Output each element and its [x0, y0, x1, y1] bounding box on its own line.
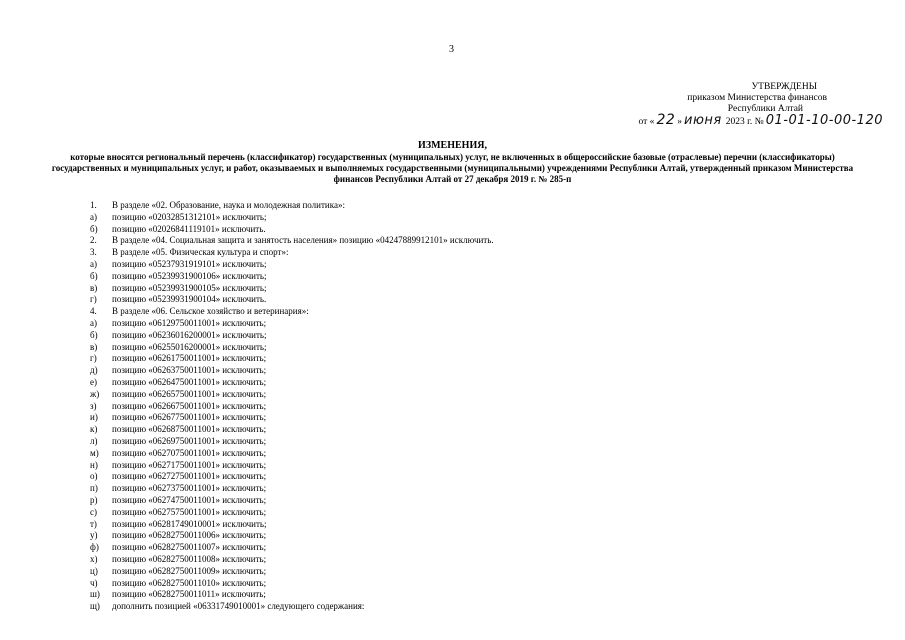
list-item — [90, 306, 494, 318]
list-item-marker: 4. — [90, 306, 97, 317]
list-item-text: позицию «06282750011010» исключить; — [112, 577, 267, 588]
approval-line-ministry: приказом Министерства финансов — [687, 93, 827, 103]
list-item-text: В разделе «05. Физическая культура и спорт»: — [112, 247, 289, 258]
list-item — [90, 483, 494, 495]
list-item-marker: ц) — [90, 565, 98, 576]
list-item-text: позицию «06236016200001» исключить; — [112, 329, 267, 340]
list-item — [90, 412, 494, 424]
list-item-marker: к) — [90, 424, 98, 435]
date-close-quote: » — [677, 117, 683, 127]
list-item-marker: п) — [90, 483, 98, 494]
list-item-marker: л) — [90, 435, 98, 446]
list-item-text: позицию «05239931900104» исключить. — [112, 294, 267, 305]
list-item — [90, 471, 494, 483]
list-item — [90, 578, 494, 590]
list-item-text: позицию «06269750011001» исключить; — [112, 435, 267, 446]
handwritten-month: июня — [684, 113, 722, 128]
list-item — [90, 519, 494, 531]
list-item-text: дополнить позицией «06331749010001» следующего содержания: — [112, 601, 365, 612]
list-item-marker: с) — [90, 506, 97, 517]
list-item — [90, 589, 494, 601]
list-item — [90, 542, 494, 554]
approval-line-republic: Республики Алтай — [727, 104, 803, 114]
list-item-marker: т) — [90, 518, 97, 529]
list-item — [90, 342, 494, 354]
list-item — [90, 566, 494, 578]
list-item-text: позицию «06261750011001» исключить; — [112, 353, 267, 364]
list-item-marker: б) — [90, 223, 98, 234]
list-item-text: позицию «05239931900105» исключить; — [112, 282, 267, 293]
list-item — [90, 507, 494, 519]
list-item-text: позицию «06275750011001» исключить; — [112, 506, 267, 517]
list-item — [90, 460, 494, 472]
list-item-text: позицию «06282750011009» исключить; — [112, 565, 267, 576]
list-item-marker: 3. — [90, 247, 97, 258]
list-item — [90, 601, 494, 613]
document-title: ИЗМЕНЕНИЯ, — [418, 140, 487, 151]
list-item — [90, 353, 494, 365]
list-item — [90, 271, 494, 283]
approval-title: УТВЕРЖДЕНЫ — [751, 82, 817, 92]
list-item-marker: г) — [90, 353, 97, 364]
list-item — [90, 318, 494, 330]
list-item-text: позицию «06273750011001» исключить; — [112, 483, 267, 494]
list-item-marker: в) — [90, 341, 98, 352]
list-item-marker: и) — [90, 412, 98, 423]
list-item-text: В разделе «04. Социальная защита и занятость населения» позицию «04247889912101» исключить. — [112, 235, 494, 246]
list-item — [90, 377, 494, 389]
list-item-text: позицию «06266750011001» исключить; — [112, 400, 267, 411]
list-item — [90, 401, 494, 413]
list-item — [90, 200, 494, 212]
list-item-marker: д) — [90, 365, 98, 376]
list-item-text: позицию «06267750011001» исключить; — [112, 412, 267, 423]
list-item-text: позицию «06264750011001» исключить; — [112, 376, 267, 387]
list-item-marker: 1. — [90, 200, 97, 210]
list-item-marker: в) — [90, 282, 98, 293]
list-item-marker: ш) — [90, 589, 100, 600]
list-item-marker: н) — [90, 459, 98, 470]
list-item-text: позицию «06282750011006» исключить; — [112, 530, 267, 541]
list-item-text: В разделе «06. Сельское хозяйство и ветеринария»: — [112, 306, 309, 317]
handwritten-order-number: 01-01-10-00-120 — [765, 113, 883, 128]
list-item-marker: а) — [90, 258, 97, 269]
list-item-marker: г) — [90, 294, 97, 305]
page-number: 3 — [449, 44, 454, 55]
list-item-text: позицию «06282750011011» исключить; — [112, 589, 266, 600]
document-heading — [50, 140, 855, 185]
list-item — [90, 448, 494, 460]
list-item — [90, 530, 494, 542]
list-item — [90, 224, 494, 236]
list-item — [90, 212, 494, 224]
list-item-text: позицию «06255016200001» исключить; — [112, 341, 267, 352]
handwritten-day: 22 — [656, 112, 676, 128]
list-item-text: позицию «05237931919101» исключить; — [112, 258, 267, 269]
approval-date-line — [638, 112, 883, 128]
list-item-marker: ф) — [90, 542, 99, 553]
list-item-marker: о) — [90, 471, 98, 482]
list-item-marker: з) — [90, 400, 97, 411]
list-item-text: позицию «06268750011001» исключить; — [112, 424, 267, 435]
list-item-marker: б) — [90, 329, 98, 340]
list-item-text: позицию «02032851312101» исключить; — [112, 211, 267, 222]
list-item — [90, 259, 494, 271]
list-item — [90, 424, 494, 436]
list-item-text: позицию «06282750011007» исключить; — [112, 542, 267, 553]
list-item-text: В разделе «02. Образование, наука и молодежная политика»: — [112, 200, 345, 210]
list-item — [90, 495, 494, 507]
date-prefix: от « — [638, 117, 655, 127]
list-item-text: позицию «06281749010001» исключить; — [112, 518, 267, 529]
list-item — [90, 389, 494, 401]
list-item — [90, 330, 494, 342]
list-item-marker: 2. — [90, 235, 97, 246]
list-item-marker: а) — [90, 317, 97, 328]
list-item-marker: б) — [90, 270, 98, 281]
list-item-marker: щ) — [90, 601, 100, 612]
year-text: 2023 г. № — [725, 117, 764, 127]
list-item-text: позицию «06282750011008» исключить; — [112, 553, 267, 564]
list-item-marker: х) — [90, 553, 98, 564]
approval-block — [639, 82, 883, 128]
list-item — [90, 283, 494, 295]
list-item-text: позицию «02026841119101» исключить. — [112, 223, 266, 234]
list-item-text: позицию «06129750011001» исключить; — [112, 317, 267, 328]
list-item-text: позицию «06265750011001» исключить; — [112, 388, 267, 399]
list-item-text: позицию «06272750011001» исключить; — [112, 471, 267, 482]
list-item-marker: а) — [90, 211, 97, 222]
list-item — [90, 294, 494, 306]
document-subtitle: которые вносятся региональный перечень (классификатор) государственных (муниципальных) услуг, не включенных в общероссийские базовые (отраслевые) перечни (классификаторы) государственных и муниципальных услуг, и работ, оказываемых и выполняемых государственными (муниципальными) учреждениями Республики Алтай, утвержденный приказом Министерства финансов Республики Алтай от 27 декабря 2019 г. № 285-п — [51, 152, 854, 184]
list-item — [90, 554, 494, 566]
list-item-marker: е) — [90, 376, 97, 387]
list-item — [90, 436, 494, 448]
list-item — [90, 365, 494, 377]
list-item-text: позицию «06271750011001» исключить; — [112, 459, 267, 470]
list-item-marker: м) — [90, 447, 99, 458]
list-item-text: позицию «06263750011001» исключить; — [112, 365, 267, 376]
list-item-text: позицию «05239931900106» исключить; — [112, 270, 267, 281]
list-item — [90, 235, 494, 247]
list-item-marker: р) — [90, 494, 98, 505]
changes-list — [90, 200, 494, 613]
list-item-text: позицию «06274750011001» исключить; — [112, 494, 267, 505]
list-item-marker: ж) — [90, 388, 100, 399]
list-item-text: позицию «06270750011001» исключить; — [112, 447, 267, 458]
list-item-marker: у) — [90, 530, 98, 541]
list-item — [90, 247, 494, 259]
list-item-marker: ч) — [90, 577, 98, 588]
